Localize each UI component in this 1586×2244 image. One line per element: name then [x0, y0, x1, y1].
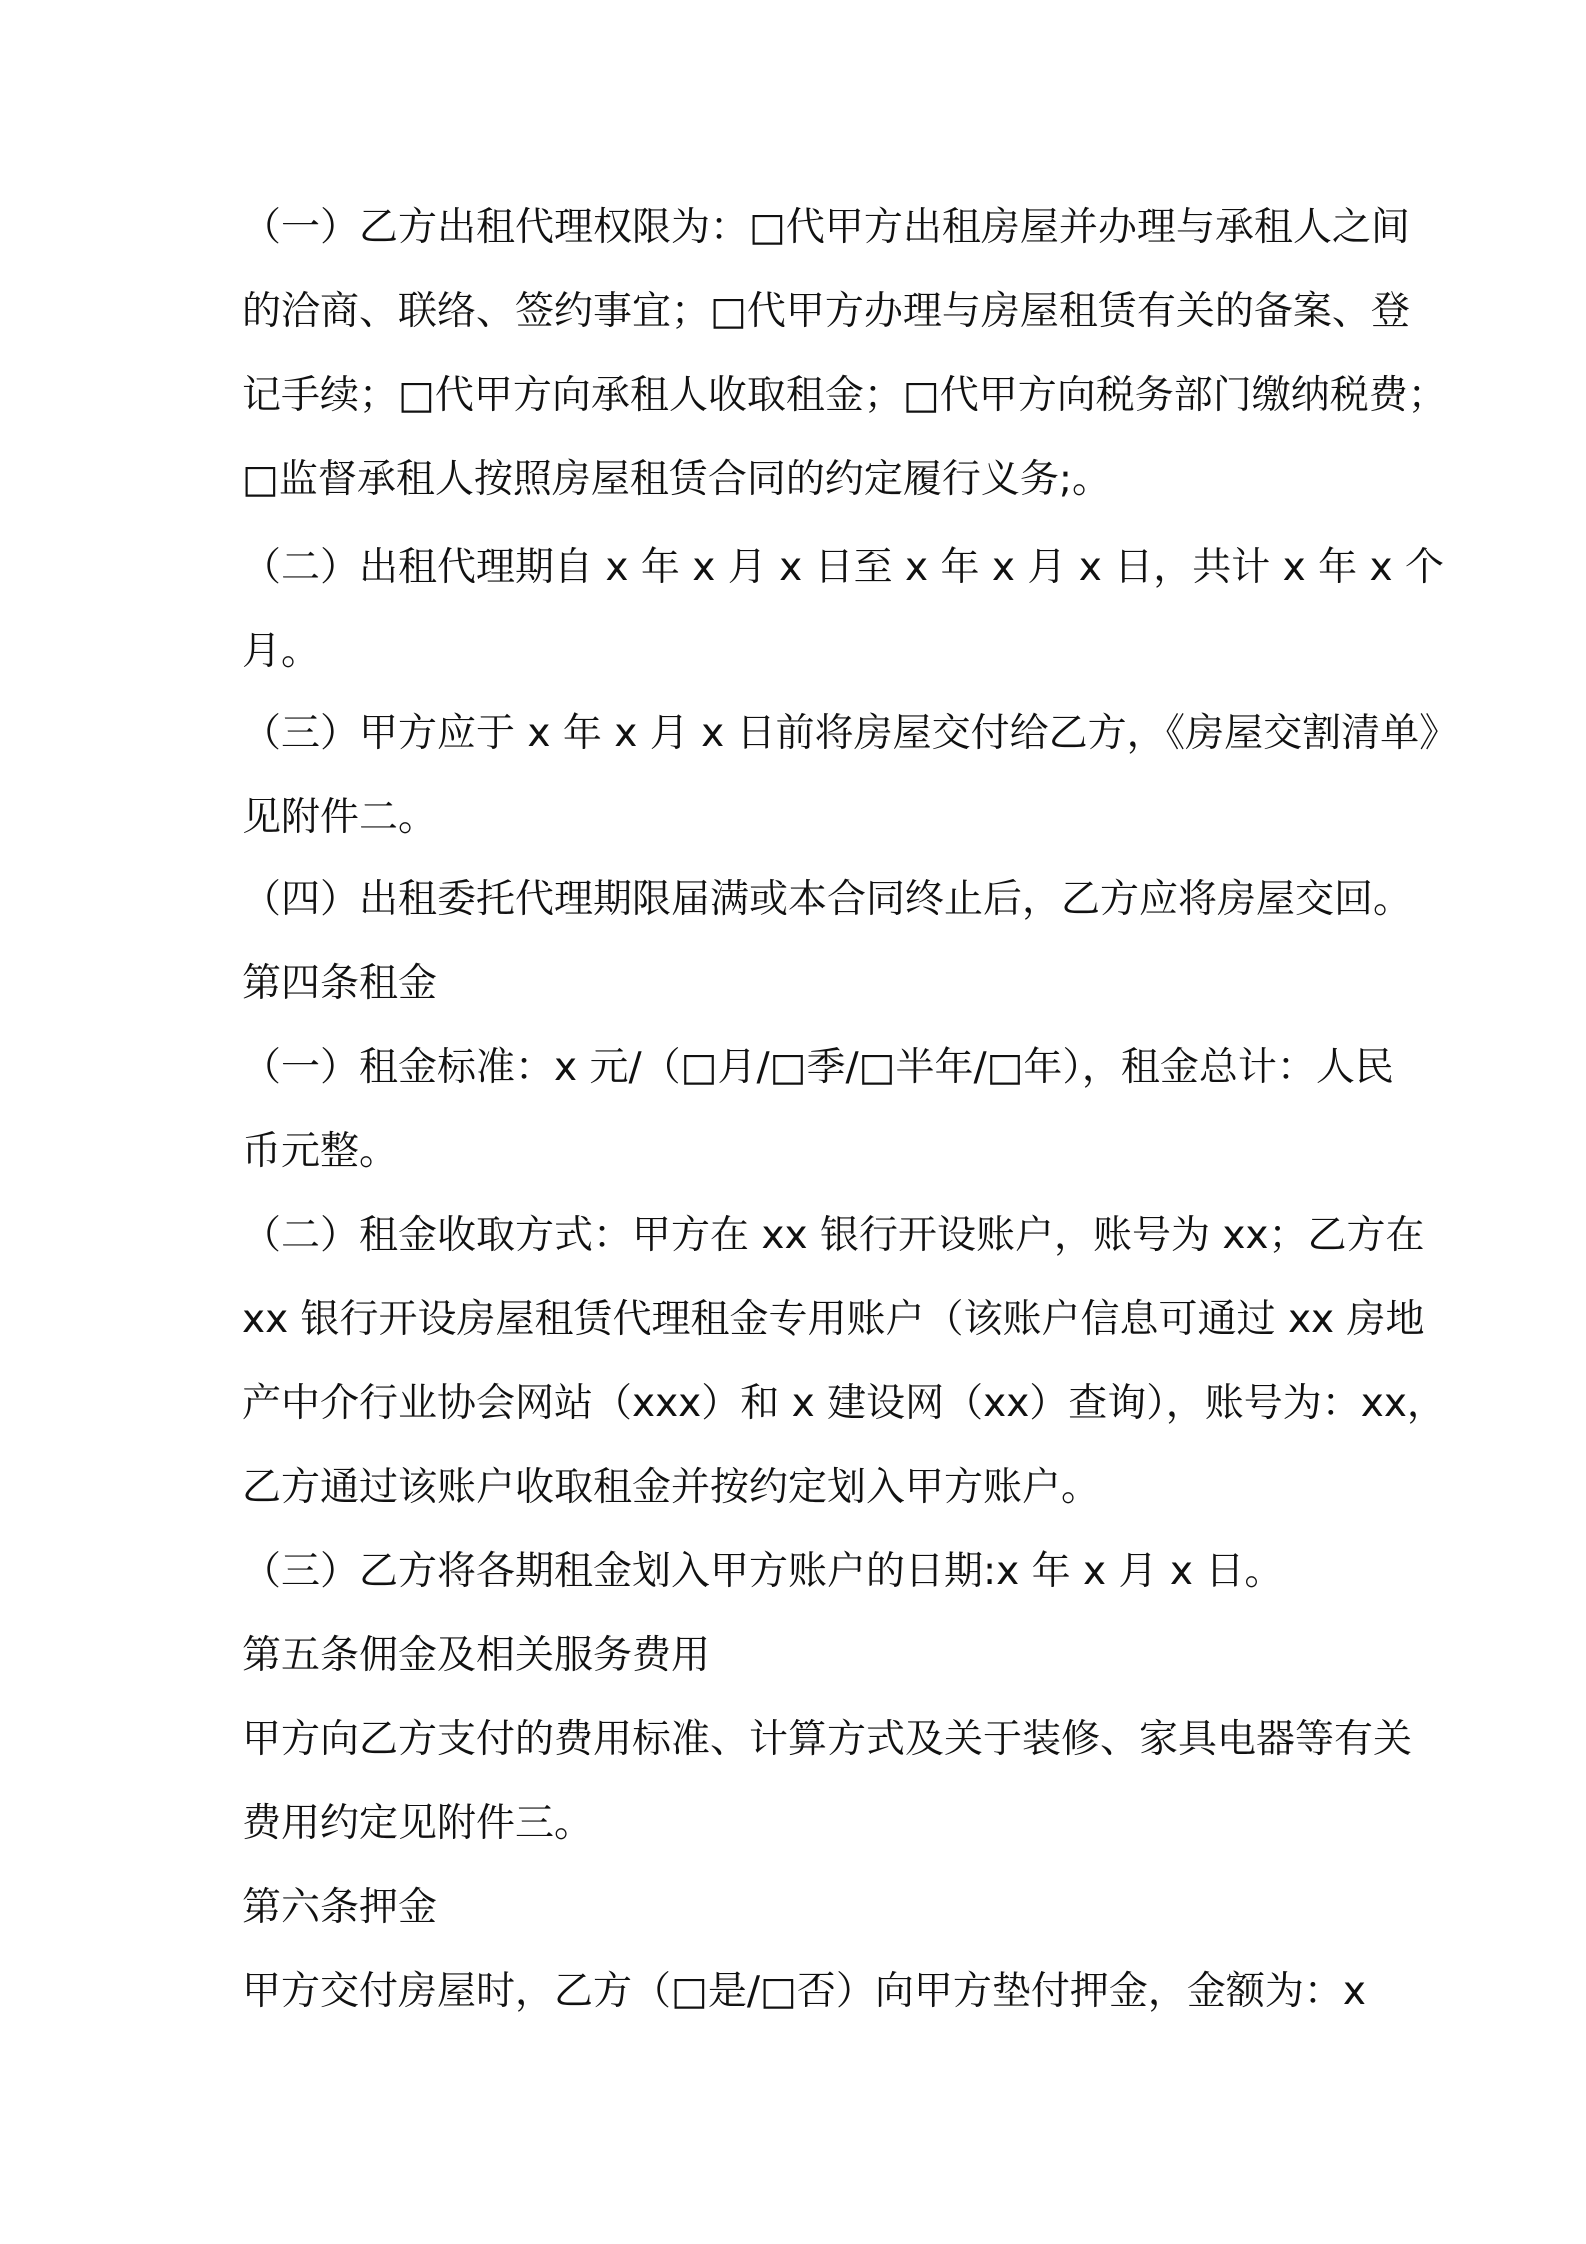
paragraph-line: 甲方交付房屋时，乙方（□是/□否）向甲方垫付押金，金额为：x [242, 1969, 1366, 2014]
paragraph-line: □监督承租人按照房屋租赁合同的约定履行义务;。 [242, 457, 1111, 502]
paragraph-line: （二）出租代理期自 x 年 x 月 x 日至 x 年 x 月 x 日，共计 x 年 x 个 [242, 545, 1444, 590]
paragraph-line: 费用约定见附件三。 [242, 1801, 594, 1846]
section-heading: 第六条押金 [242, 1885, 438, 1930]
section-heading: 第五条佣金及相关服务费用 [242, 1633, 711, 1678]
paragraph-line: 乙方通过该账户收取租金并按约定划入甲方账户。 [242, 1465, 1101, 1510]
paragraph-line: （二）租金收取方式：甲方在 xx 银行开设账户，账号为 xx；乙方在 [242, 1213, 1425, 1258]
paragraph-line: （三）乙方将各期租金划入甲方账户的日期:x 年 x 月 x 日。 [242, 1549, 1284, 1594]
paragraph-line: 产中介行业协会网站（xxx）和 x 建设网（xx）查询），账号为：xx， [242, 1381, 1446, 1426]
paragraph-line: （三）甲方应于 x 年 x 月 x 日前将房屋交付给乙方，《房屋交割清单》 [242, 711, 1459, 756]
paragraph-line: 的洽商、联络、签约事宜；□代甲方办理与房屋租赁有关的备案、登 [242, 289, 1410, 334]
paragraph-line: xx 银行开设房屋租赁代理租金专用账户（该账户信息可通过 xx 房地 [242, 1297, 1425, 1342]
paragraph-line: 见附件二。 [242, 795, 438, 840]
paragraph-line: （四）出租委托代理期限届满或本合同终止后，乙方应将房屋交回。 [242, 877, 1413, 922]
section-heading: 第四条租金 [242, 961, 438, 1006]
paragraph-line: 记手续；□代甲方向承租人收取租金；□代甲方向税务部门缴纳税费； [242, 373, 1447, 418]
paragraph-line: （一）租金标准：x 元/（□月/□季/□半年/□年），租金总计：人民 [242, 1045, 1394, 1090]
paragraph-line: 币元整。 [242, 1129, 399, 1174]
paragraph-line: 甲方向乙方支付的费用标准、计算方式及关于装修、家具电器等有关 [242, 1717, 1413, 1762]
paragraph-line: 月。 [242, 629, 321, 674]
paragraph-line: （一）乙方出租代理权限为：□代甲方出租房屋并办理与承租人之间 [242, 205, 1410, 250]
